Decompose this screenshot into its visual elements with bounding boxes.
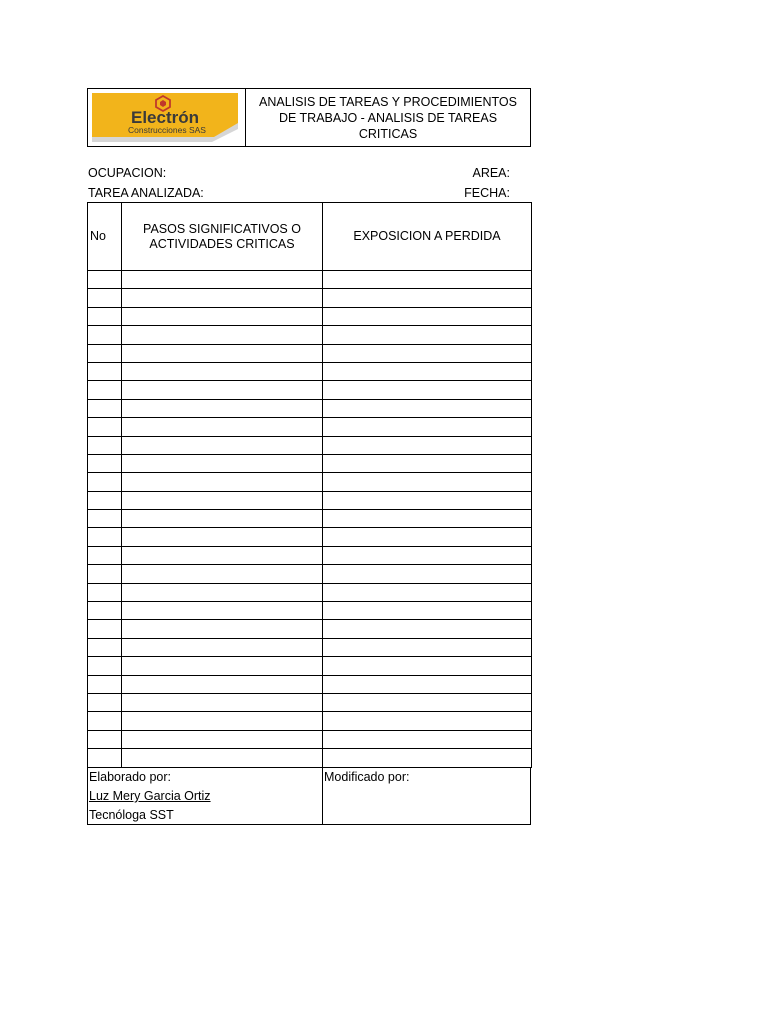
cell-exposicion[interactable]	[323, 344, 532, 362]
cell-exposicion[interactable]	[323, 418, 532, 436]
cell-exposicion[interactable]	[323, 473, 532, 491]
cell-pasos[interactable]	[122, 675, 323, 693]
table-row	[88, 362, 532, 380]
table-row	[88, 399, 532, 417]
cell-exposicion[interactable]	[323, 528, 532, 546]
table-row	[88, 693, 532, 711]
table-row	[88, 565, 532, 583]
document-footer	[87, 767, 531, 825]
elaborado-name: Luz Mery Garcia Ortiz	[89, 789, 211, 803]
cell-no[interactable]	[88, 510, 122, 528]
cell-no[interactable]	[88, 399, 122, 417]
cell-no[interactable]	[88, 271, 122, 289]
cell-pasos[interactable]	[122, 381, 323, 399]
cell-pasos[interactable]	[122, 583, 323, 601]
table-row	[88, 546, 532, 564]
cell-no[interactable]	[88, 657, 122, 675]
cell-no[interactable]	[88, 454, 122, 472]
cell-pasos[interactable]	[122, 602, 323, 620]
cell-pasos[interactable]	[122, 326, 323, 344]
cell-no[interactable]	[88, 436, 122, 454]
table-row	[88, 307, 532, 325]
cell-pasos[interactable]	[122, 730, 323, 748]
cell-exposicion[interactable]	[323, 381, 532, 399]
cell-no[interactable]	[88, 418, 122, 436]
cell-pasos[interactable]	[122, 473, 323, 491]
table-row	[88, 749, 532, 767]
cell-exposicion[interactable]	[323, 399, 532, 417]
cell-no[interactable]	[88, 602, 122, 620]
cell-exposicion[interactable]	[323, 749, 532, 767]
cell-pasos[interactable]	[122, 546, 323, 564]
elaborado-role: Tecnóloga SST	[89, 808, 174, 822]
cell-exposicion[interactable]	[323, 583, 532, 601]
cell-no[interactable]	[88, 730, 122, 748]
cell-exposicion[interactable]	[323, 307, 532, 325]
cell-no[interactable]	[88, 326, 122, 344]
cell-no[interactable]	[88, 344, 122, 362]
table-row	[88, 418, 532, 436]
cell-exposicion[interactable]	[323, 693, 532, 711]
cell-no[interactable]	[88, 693, 122, 711]
document-title: ANALISIS DE TAREAS Y PROCEDIMIENTOS DE TRABAJO - ANALISIS DE TAREAS CRITICAS	[259, 94, 517, 141]
table-row	[88, 381, 532, 399]
cell-exposicion[interactable]	[323, 454, 532, 472]
cell-no[interactable]	[88, 362, 122, 380]
table-row	[88, 436, 532, 454]
table-row	[88, 326, 532, 344]
cell-pasos[interactable]	[122, 749, 323, 767]
cell-pasos[interactable]	[122, 491, 323, 509]
cell-no[interactable]	[88, 491, 122, 509]
table-row	[88, 454, 532, 472]
cell-no[interactable]	[88, 307, 122, 325]
table-row	[88, 675, 532, 693]
cell-pasos[interactable]	[122, 565, 323, 583]
cell-no[interactable]	[88, 712, 122, 730]
cell-pasos[interactable]	[122, 436, 323, 454]
cell-pasos[interactable]	[122, 657, 323, 675]
cell-exposicion[interactable]	[323, 638, 532, 656]
cell-pasos[interactable]	[122, 344, 323, 362]
cell-pasos[interactable]	[122, 510, 323, 528]
cell-exposicion[interactable]	[323, 491, 532, 509]
table-row	[88, 730, 532, 748]
logo-subtitle: Construcciones SAS	[128, 125, 206, 135]
cell-no[interactable]	[88, 675, 122, 693]
area-label: AREA:	[472, 166, 510, 180]
table-header-row	[88, 203, 532, 271]
column-header-pasos: PASOS SIGNIFICATIVOS O ACTIVIDADES CRITICAS	[122, 203, 323, 271]
cell-exposicion[interactable]	[323, 510, 532, 528]
cell-pasos[interactable]	[122, 289, 323, 307]
table-row	[88, 620, 532, 638]
cell-exposicion[interactable]	[323, 602, 532, 620]
cell-exposicion[interactable]	[323, 675, 532, 693]
cell-pasos[interactable]	[122, 271, 323, 289]
cell-exposicion[interactable]	[323, 289, 532, 307]
table-row	[88, 271, 532, 289]
column-header-no: No	[88, 203, 122, 271]
table-row	[88, 491, 532, 509]
table-row	[88, 583, 532, 601]
logo-cell	[88, 89, 246, 146]
cell-exposicion[interactable]	[323, 657, 532, 675]
table-row	[88, 473, 532, 491]
cell-pasos[interactable]	[122, 712, 323, 730]
info-row-2	[88, 186, 510, 200]
tarea-label: TAREA ANALIZADA:	[88, 186, 204, 200]
tasks-table	[87, 202, 532, 768]
cell-pasos[interactable]	[122, 528, 323, 546]
cell-no[interactable]	[88, 638, 122, 656]
cell-exposicion[interactable]	[323, 730, 532, 748]
cell-pasos[interactable]	[122, 693, 323, 711]
table-body	[88, 271, 532, 768]
table-row	[88, 712, 532, 730]
modificado-label: Modificado por:	[324, 770, 410, 784]
document-header	[87, 88, 531, 147]
ocupacion-label: OCUPACION:	[88, 166, 167, 180]
table-row	[88, 638, 532, 656]
table-row	[88, 602, 532, 620]
column-header-exposicion: EXPOSICION A PERDIDA	[323, 203, 532, 271]
table-row	[88, 510, 532, 528]
table-row	[88, 344, 532, 362]
cell-exposicion[interactable]	[323, 326, 532, 344]
cell-exposicion[interactable]	[323, 362, 532, 380]
cell-no[interactable]	[88, 565, 122, 583]
cell-exposicion[interactable]	[323, 271, 532, 289]
elaborado-section	[88, 768, 323, 824]
table-row	[88, 657, 532, 675]
cell-no[interactable]	[88, 381, 122, 399]
cell-no[interactable]	[88, 546, 122, 564]
cell-no[interactable]	[88, 473, 122, 491]
cell-no[interactable]	[88, 583, 122, 601]
cell-exposicion[interactable]	[323, 712, 532, 730]
fecha-label: FECHA:	[464, 186, 510, 200]
cell-exposicion[interactable]	[323, 620, 532, 638]
table-row	[88, 528, 532, 546]
cell-pasos[interactable]	[122, 418, 323, 436]
cell-exposicion[interactable]	[323, 565, 532, 583]
cell-no[interactable]	[88, 528, 122, 546]
cell-pasos[interactable]	[122, 620, 323, 638]
cell-no[interactable]	[88, 289, 122, 307]
cell-pasos[interactable]	[122, 399, 323, 417]
cell-no[interactable]	[88, 749, 122, 767]
cell-pasos[interactable]	[122, 362, 323, 380]
modificado-section	[323, 768, 530, 824]
elaborado-label: Elaborado por:	[89, 770, 172, 784]
cell-pasos[interactable]	[122, 454, 323, 472]
cell-no[interactable]	[88, 620, 122, 638]
table-row	[88, 289, 532, 307]
logo-brand: Electrón	[130, 108, 200, 127]
cell-pasos[interactable]	[122, 307, 323, 325]
cell-exposicion[interactable]	[323, 436, 532, 454]
electron-logo	[92, 93, 238, 142]
cell-exposicion[interactable]	[323, 546, 532, 564]
cell-pasos[interactable]	[122, 638, 323, 656]
info-row-1	[88, 166, 510, 180]
